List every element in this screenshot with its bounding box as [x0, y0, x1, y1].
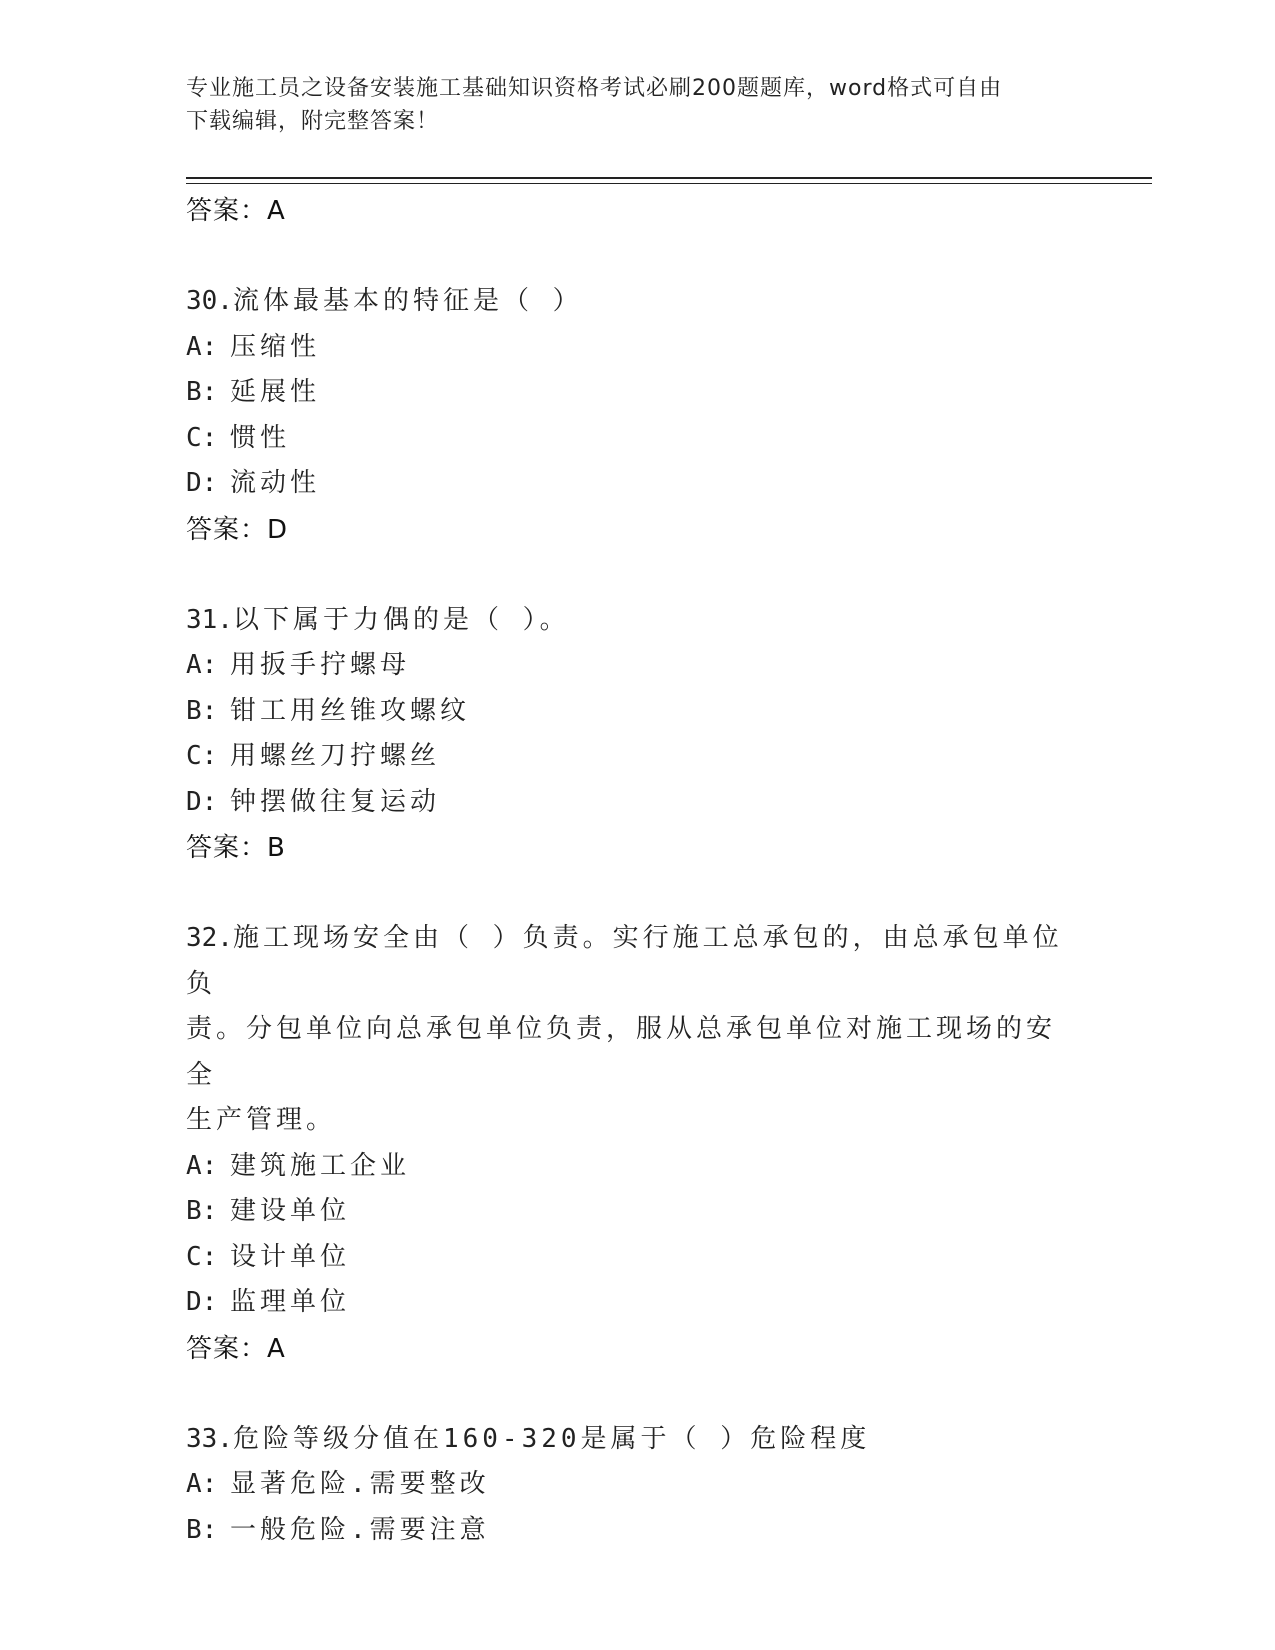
option-b	[186, 1508, 1076, 1554]
question-stem	[186, 598, 1076, 644]
option-letter: B:	[186, 1196, 218, 1226]
question-stem	[186, 1417, 1076, 1463]
option-letter: C:	[186, 422, 218, 453]
option-letter: A:	[186, 650, 218, 680]
option-text: 用螺丝刀拧螺丝	[230, 741, 441, 771]
option-letter: A:	[186, 1469, 218, 1499]
option-d	[186, 461, 1076, 507]
option-c	[186, 416, 1076, 462]
option-text: 显著危险.需要整改	[230, 1469, 490, 1499]
answer-q30: 答案：D	[186, 514, 289, 545]
spacer	[186, 1372, 1076, 1417]
question-stem	[186, 279, 1076, 325]
document-header	[186, 72, 1066, 138]
header-rule-thin	[186, 183, 1152, 184]
spacer	[186, 871, 1076, 916]
option-text: 建筑施工企业	[230, 1150, 411, 1181]
question-text-line-3: 生产管理。	[186, 1105, 337, 1135]
option-b	[186, 689, 1076, 735]
option-b	[186, 1189, 1076, 1235]
option-text: 设计单位	[230, 1241, 351, 1272]
option-letter: A:	[186, 331, 218, 362]
option-text: 监理单位	[230, 1287, 351, 1317]
option-text: 钳工用丝锥攻螺纹	[230, 695, 471, 726]
option-letter: D:	[186, 786, 218, 817]
question-31	[186, 598, 1076, 872]
question-32	[186, 916, 1076, 1372]
option-text: 延展性	[230, 377, 321, 407]
option-text: 一般危险.需要注意	[230, 1514, 490, 1545]
option-a	[186, 643, 1076, 689]
option-text: 用扳手拧螺母	[230, 650, 411, 680]
answer-q31: 答案：B	[186, 833, 286, 863]
question-number: 31.	[186, 604, 233, 635]
option-text: 建设单位	[230, 1196, 351, 1226]
option-letter: D:	[186, 1287, 218, 1317]
question-number: 30.	[186, 286, 233, 316]
option-text: 惯性	[230, 422, 291, 453]
question-33	[186, 1417, 1076, 1554]
question-text-line-2: 责。分包单位向总承包单位负责，服从总承包单位对施工现场的安全	[186, 1014, 1057, 1090]
header-rule-thick	[186, 177, 1152, 179]
option-c	[186, 734, 1076, 780]
question-text: 以下属于力偶的是（ ）。	[232, 604, 570, 635]
option-letter: A:	[186, 1150, 218, 1181]
question-30	[186, 279, 1076, 553]
option-letter: D:	[186, 468, 218, 498]
answer-q32: 答案：A	[186, 1333, 286, 1364]
question-number: 33.	[186, 1423, 233, 1454]
option-text: 钟摆做往复运动	[230, 786, 441, 817]
question-list	[186, 188, 1076, 1553]
question-text: 流体最基本的特征是（ ）	[232, 286, 583, 316]
option-c	[186, 1235, 1076, 1281]
option-letter: B:	[186, 695, 218, 726]
option-a	[186, 1462, 1076, 1508]
header-line-1: 专业施工员之设备安装施工基础知识资格考试必刷200题题库，word格式可自由	[186, 76, 1003, 101]
option-a	[186, 1144, 1076, 1190]
option-letter: B:	[186, 377, 218, 407]
question-number: 32.	[186, 923, 233, 953]
question-stem	[186, 916, 1076, 1007]
option-letter: B:	[186, 1514, 218, 1545]
option-letter: C:	[186, 1241, 218, 1272]
option-d	[186, 780, 1076, 826]
option-a	[186, 325, 1076, 371]
option-b	[186, 370, 1076, 416]
header-line-2: 下载编辑，附完整答案！	[186, 109, 440, 134]
spacer	[186, 553, 1076, 598]
option-text: 流动性	[230, 468, 321, 498]
question-text: 危险等级分值在160-320是属于（ ）危险程度	[232, 1423, 871, 1454]
option-d	[186, 1280, 1076, 1326]
spacer	[186, 234, 1076, 279]
answer-q29: 答案：A	[186, 196, 286, 226]
question-text-line-1: 施工现场安全由（ ）负责。实行施工总承包的，由总承包单位负	[186, 923, 1063, 999]
option-letter: C:	[186, 741, 218, 771]
option-text: 压缩性	[230, 331, 321, 362]
